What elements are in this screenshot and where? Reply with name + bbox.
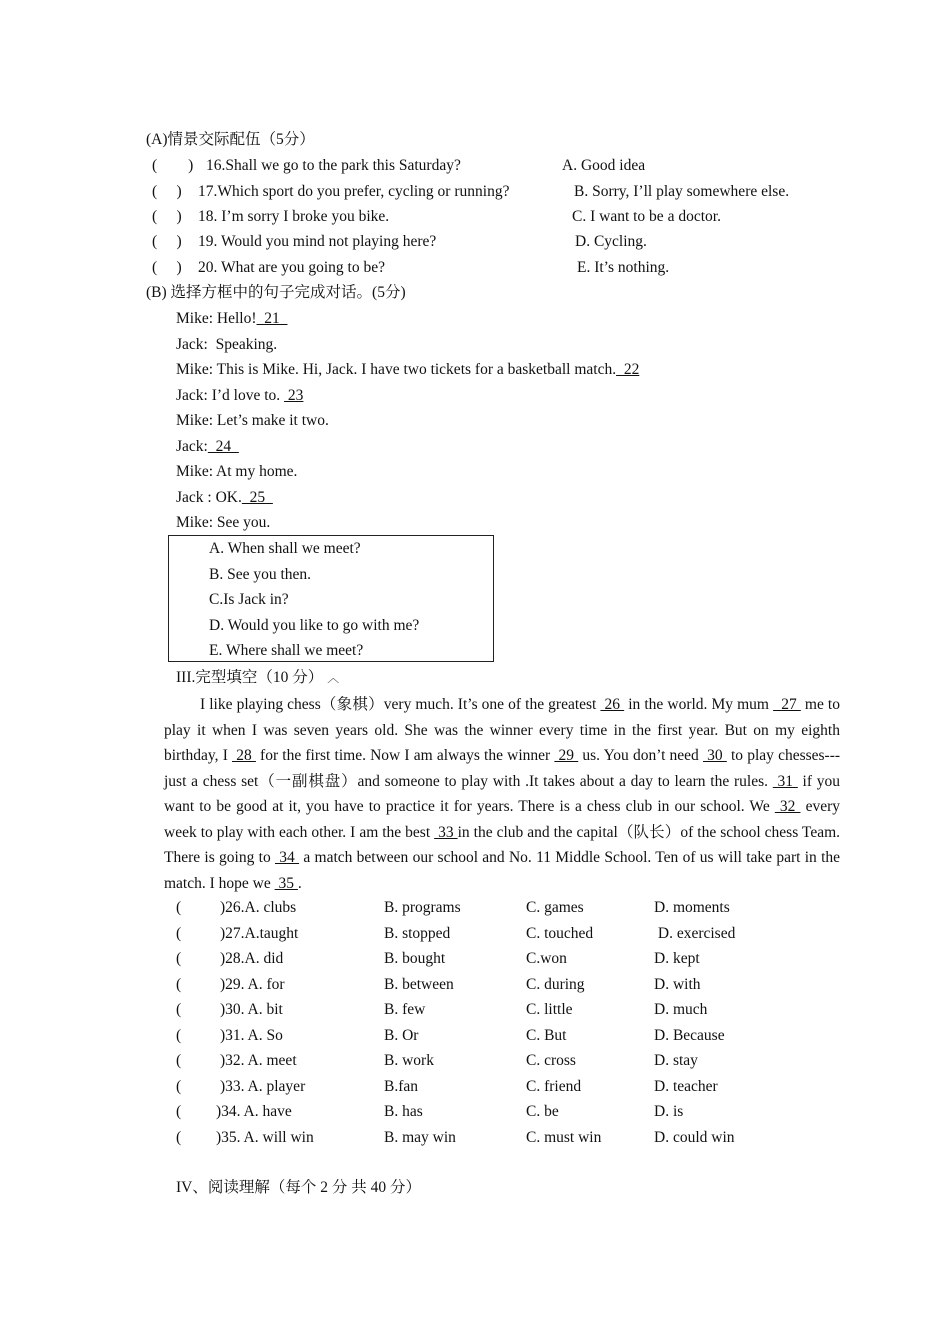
question-option-d: D. teacher — [654, 1077, 718, 1095]
question-option-c: C. be — [526, 1103, 559, 1120]
question-paren: ( — [176, 1077, 182, 1095]
question-option-c: C.won — [526, 950, 567, 967]
passage-text: a match between our school and No. 11 Middle School. Ten of us will take part in the match. I hope we — [164, 849, 841, 892]
dialogue-blank: 21 — [256, 310, 288, 327]
question-option-c: C. But — [526, 1026, 567, 1044]
question-option-c: C. games — [526, 899, 584, 916]
question-option-b: B. stopped — [384, 924, 451, 942]
question-option-c: C. during — [526, 975, 585, 993]
question-option-d: D. could win — [654, 1128, 735, 1146]
dialogue-line — [176, 513, 270, 533]
passage-text: every week to play with each other. I am the best — [164, 798, 840, 841]
passage-blank: 26 — [600, 696, 625, 713]
option-item: A. When shall we meet? — [209, 540, 361, 557]
question-option-a: )31. A. So — [220, 1026, 283, 1044]
option-item: D. Would you like to go with me? — [209, 616, 420, 634]
dialogue-text: Jack : OK. — [176, 488, 242, 506]
passage-text: in the club and the capital（队长）of the school chess Team. There is going to — [164, 823, 841, 866]
passage-text: . — [297, 874, 302, 892]
question-option-b: B. bought — [384, 950, 446, 967]
passage-text: for the first time. Now I am always the winner — [255, 747, 555, 764]
option-item: E. Where shall we meet? — [209, 642, 364, 659]
question-option-d: D. moments — [654, 899, 730, 916]
passage-text: I like playing chess（象棋）very much. It’s one of the greatest — [200, 696, 601, 713]
question-text: 19. Would you mind not playing here? — [198, 233, 437, 250]
question-paren: ( ) — [152, 183, 182, 200]
question-option-a: )32. A. meet — [220, 1052, 297, 1069]
dialogue-blank: 22 — [616, 361, 640, 378]
question-option-d: D. is — [654, 1103, 684, 1120]
dialogue-text: Mike: See you. — [176, 514, 271, 531]
question-option-a: )27.A.taught — [220, 924, 299, 942]
dialogue-text: Jack: Speaking. — [176, 335, 278, 353]
passage-text: if you want to be good at it, you have to practice it for years. There is a chess club in our school. We — [164, 772, 841, 815]
question-paren: ( — [176, 924, 182, 942]
question-option-a: )29. A. for — [220, 975, 285, 993]
dialogue-text: Mike: This is Mike. Hi, Jack. I have two tickets for a basketball match. — [176, 361, 617, 378]
dialogue-line — [176, 411, 329, 431]
question-option-d: D. with — [654, 975, 701, 993]
section-3-title: III.完型填空（10 分） ︿ — [176, 669, 340, 686]
passage-blank: 30 — [702, 747, 727, 764]
answer-option: D. Cycling. — [575, 233, 647, 250]
passage-blank: 27 — [773, 696, 801, 713]
question-text: 16.Shall we go to the park this Saturday? — [206, 157, 461, 174]
question-paren: ( ) — [152, 233, 182, 250]
dialogue-text: Jack: — [176, 437, 208, 455]
question-text: 17.Which sport do you prefer, cycling or running? — [198, 183, 510, 200]
question-option-c: C. touched — [526, 924, 594, 942]
section-4-title: IV、阅读理解（每个 2 分 共 40 分） — [176, 1179, 421, 1196]
question-option-b: B. programs — [384, 899, 461, 916]
dialogue-line — [176, 462, 297, 482]
dialogue-line — [176, 309, 288, 329]
option-item: B. See you then. — [209, 565, 312, 583]
question-paren: ( — [176, 1103, 182, 1120]
dialogue-line — [176, 437, 239, 457]
question-paren: ( — [176, 899, 182, 916]
question-option-a: )30. A. bit — [220, 1001, 283, 1018]
question-option-b: B. work — [384, 1052, 434, 1069]
question-paren: ( — [176, 950, 182, 967]
question-option-a: )28.A. did — [220, 950, 284, 967]
passage-text: me to play it when I was seven years old. She was the winner every time in the first year. But on my eighth birthday, I — [164, 696, 840, 764]
passage-blank: 31 — [772, 772, 798, 790]
passage-text: in the world. My mum — [624, 696, 774, 713]
question-option-a: )35. A. will win — [216, 1128, 314, 1146]
passage-blank: 32 — [774, 798, 801, 815]
dialogue-text: Mike: At my home. — [176, 463, 298, 480]
passage-text: us. You don’t need — [578, 747, 703, 764]
question-option-b: B. few — [384, 1001, 426, 1018]
question-paren: ( ) — [152, 157, 194, 174]
dialogue-line — [176, 335, 277, 355]
dialogue-text: Jack: I’d love to. — [176, 386, 285, 404]
dialogue-blank: 24 — [207, 437, 239, 455]
question-paren: ( ) — [152, 208, 182, 225]
question-paren: ( ) — [152, 259, 182, 276]
question-option-d: D. Because — [654, 1026, 725, 1044]
answer-option: A. Good idea — [562, 157, 646, 174]
question-option-b: B. Or — [384, 1026, 419, 1044]
question-option-a: )34. A. have — [216, 1103, 292, 1120]
question-option-d: D. exercised — [654, 924, 736, 942]
dialogue-line — [176, 488, 273, 508]
dialogue-line — [176, 386, 303, 406]
passage-blank: 34 — [274, 849, 300, 866]
option-item: C.Is Jack in? — [209, 591, 289, 608]
dialogue-text: Mike: Let’s make it two. — [176, 412, 329, 429]
answer-option: B. Sorry, I’ll play somewhere else. — [574, 183, 790, 200]
passage-text: to play chesses---just a chess set（一副棋盘）and someone to play with .It takes about a day to learn the rules. — [164, 747, 841, 790]
passage-blank: 29 — [554, 747, 579, 764]
question-text: 18. I’m sorry I broke you bike. — [198, 208, 390, 225]
question-option-b: B. has — [384, 1103, 423, 1120]
question-paren: ( — [176, 1052, 182, 1069]
answer-option: E. It’s nothing. — [577, 259, 670, 276]
question-option-c: C. little — [526, 1001, 573, 1018]
question-option-a: )26.A. clubs — [220, 899, 297, 916]
answer-option: C. I want to be a doctor. — [572, 208, 721, 225]
question-option-c: C. friend — [526, 1077, 582, 1095]
dialogue-text: Mike: Hello! — [176, 310, 257, 327]
dialogue-blank: 25 — [241, 488, 273, 506]
section-a-title: (A)情景交际配伍（5分） — [146, 131, 315, 148]
passage-blank: 28 — [232, 747, 256, 764]
dialogue-line — [176, 360, 639, 380]
passage-blank: 35 — [274, 874, 298, 892]
question-option-c: C. must win — [526, 1128, 602, 1146]
question-option-d: D. much — [654, 1001, 708, 1018]
question-option-d: D. stay — [654, 1052, 698, 1069]
cloze-passage — [164, 692, 840, 896]
question-paren: ( — [176, 1001, 182, 1018]
question-option-b: B. may win — [384, 1128, 456, 1146]
question-option-a: )33. A. player — [220, 1077, 306, 1095]
question-option-b: B.fan — [384, 1077, 419, 1095]
question-option-d: D. kept — [654, 950, 700, 967]
question-paren: ( — [176, 1128, 182, 1146]
passage-blank: 33 — [434, 823, 458, 841]
dialogue-blank: 23 — [284, 386, 304, 404]
question-paren: ( — [176, 1026, 182, 1044]
question-text: 20. What are you going to be? — [198, 259, 385, 276]
question-paren: ( — [176, 975, 182, 993]
section-b-title: (B) 选择方框中的句子完成对话。(5分) — [146, 284, 406, 301]
question-option-b: B. between — [384, 975, 454, 993]
question-option-c: C. cross — [526, 1052, 576, 1069]
